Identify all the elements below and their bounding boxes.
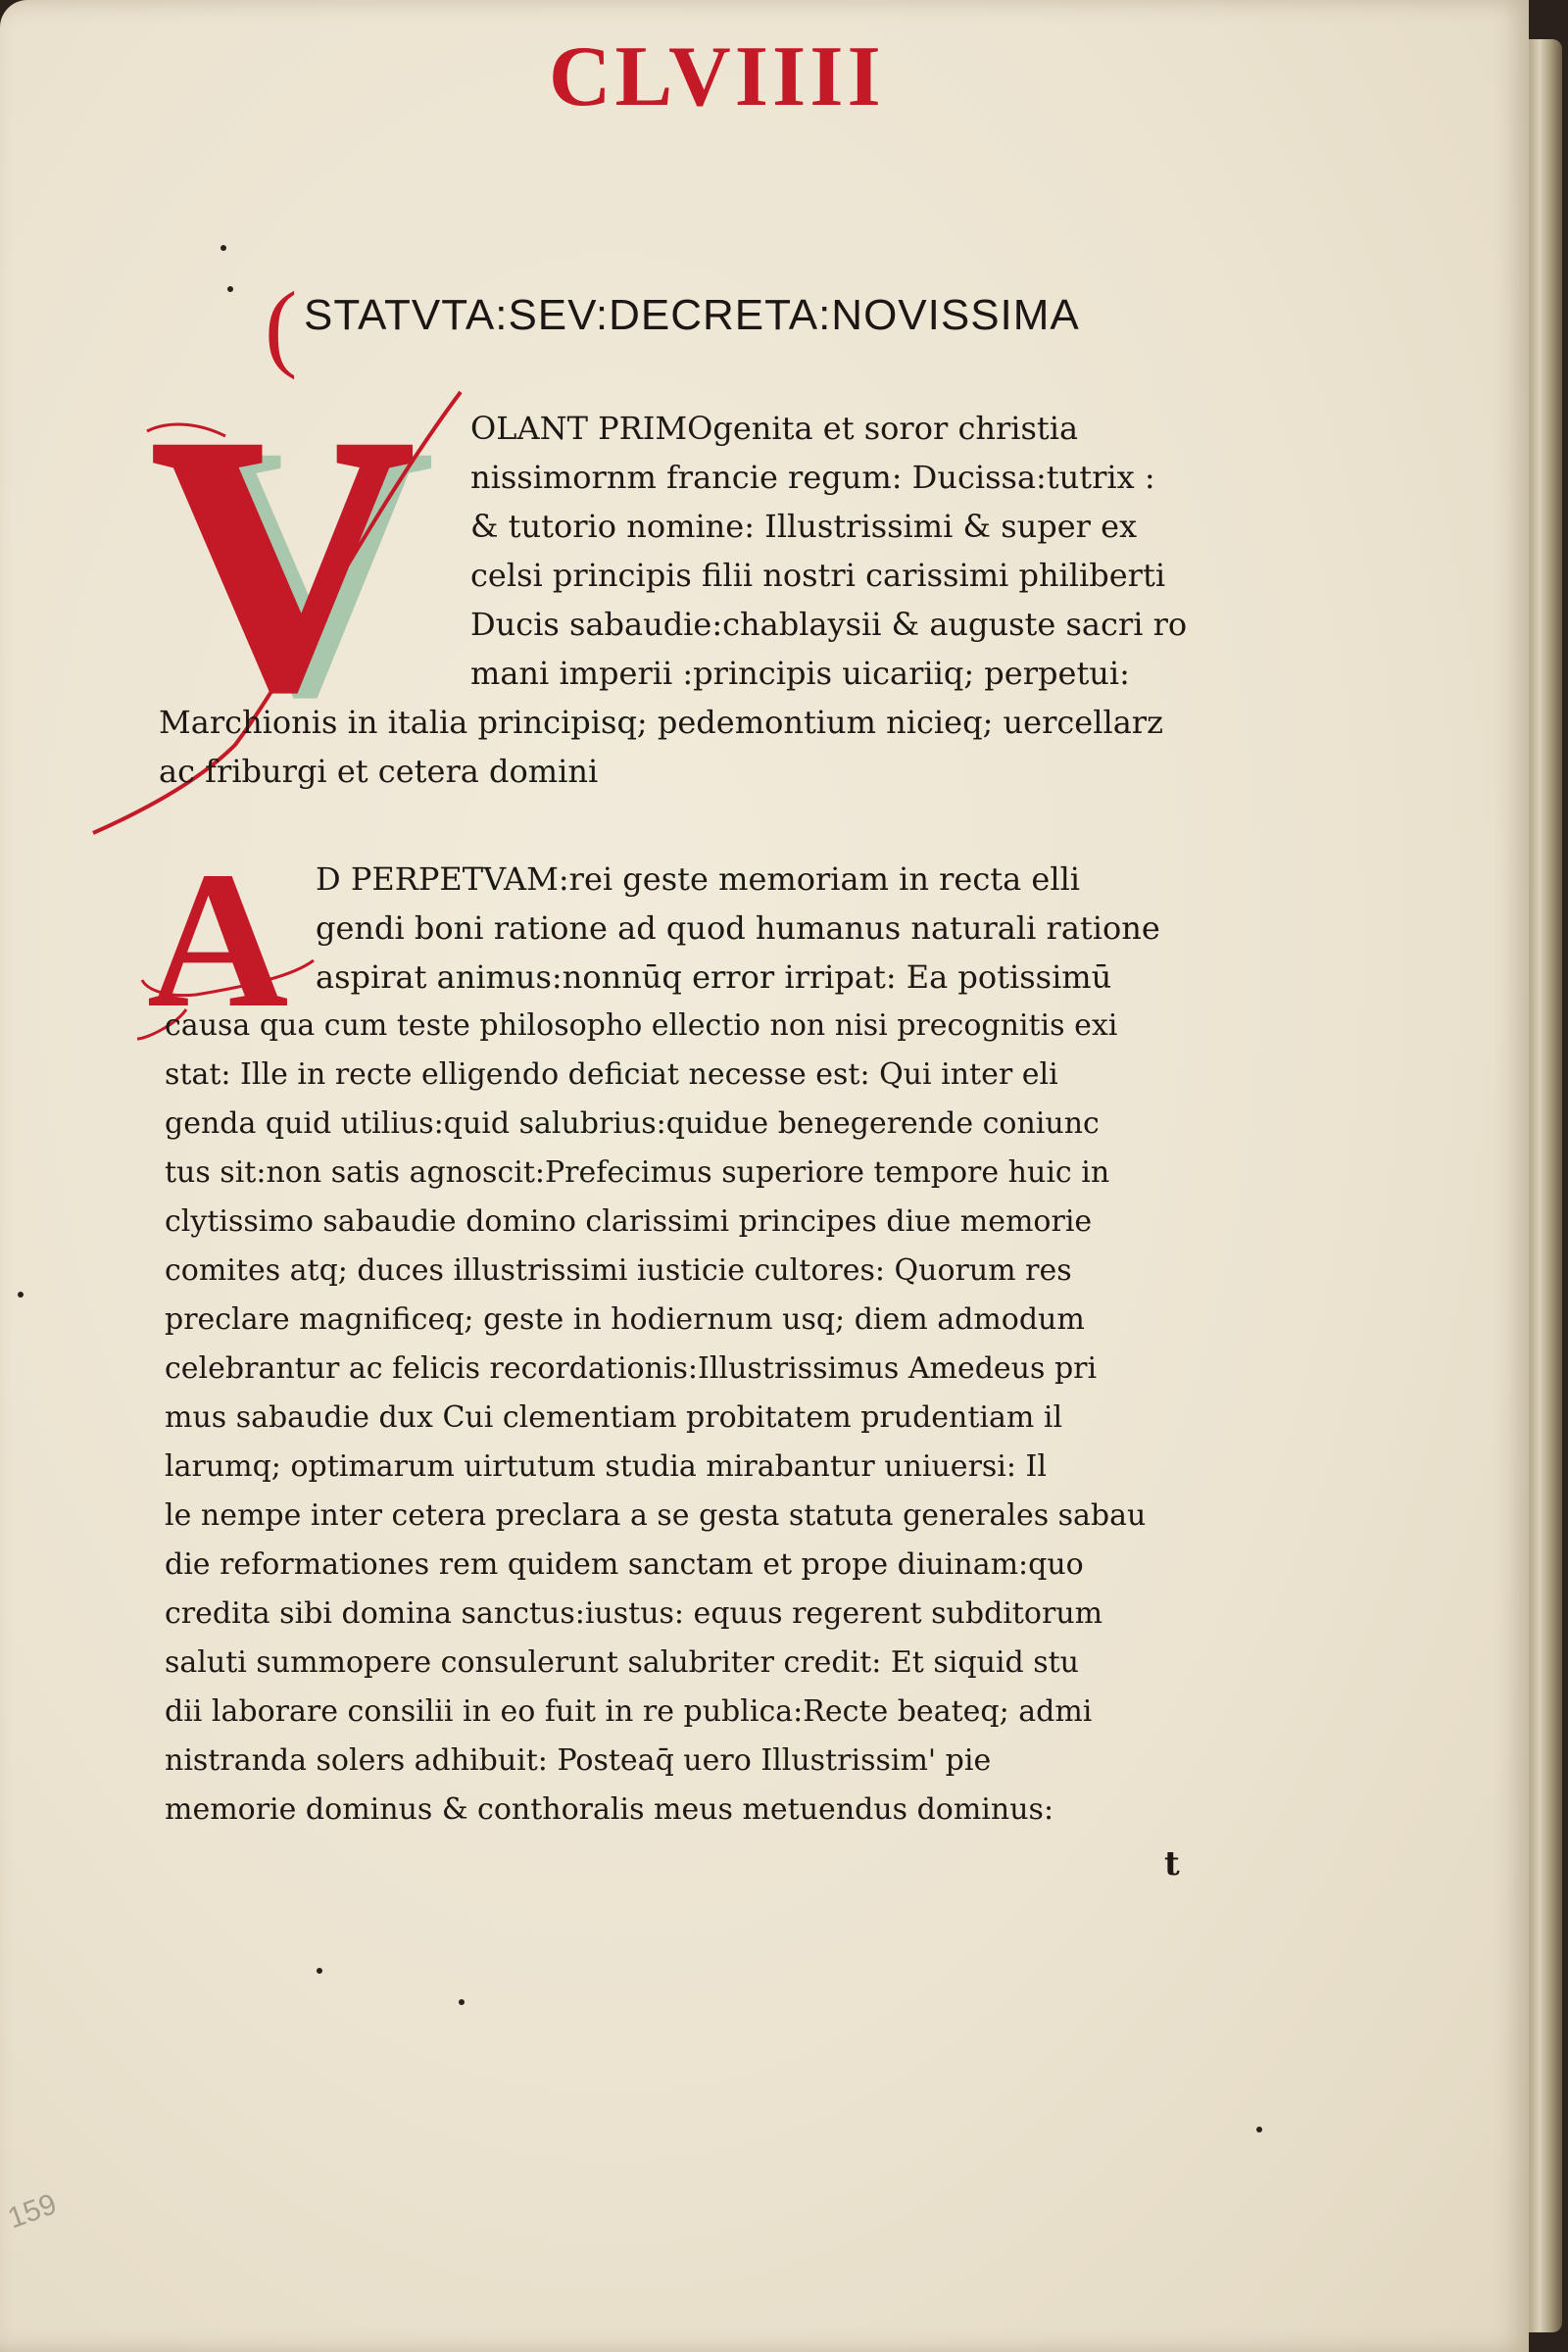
text-line: mus sabaudie dux Cui clementiam probitatem prudentiam il — [165, 1400, 1063, 1435]
text-line: OLANT PRIMOgenita et soror christia — [470, 410, 1079, 447]
text-line: dii laborare consilii in eo fuit in re publica:Recte beateq; admi — [165, 1694, 1093, 1729]
folio-number: CLVIIII — [549, 29, 885, 124]
pencil-margin-note: 159 — [3, 2187, 62, 2235]
text-line: aspirat animus:nonnūq error irripat: Ea potissimū — [316, 958, 1112, 996]
paragraph-2-indented — [316, 855, 1160, 1002]
text-line: le nempe inter cetera preclara a se gesta statuta generales sabau — [165, 1498, 1147, 1533]
heading-row — [211, 270, 1210, 380]
text-line: tus sit:non satis agnoscit:Prefecimus superiore tempore huic in — [165, 1155, 1110, 1190]
text-line: memorie dominus & conthoralis meus metuendus dominus: — [165, 1792, 1054, 1827]
text-line: comites atq; duces illustrissimi iusticie cultores: Quorum res — [165, 1253, 1072, 1288]
catchword: t — [1164, 1844, 1180, 1884]
ink-speck — [18, 1292, 24, 1298]
paragraph-mark-icon: ( — [265, 271, 298, 380]
text-line: die reformationes rem quidem sanctam et prope diuinam:quo — [165, 1547, 1084, 1582]
text-line: nistranda solers adhibuit: Posteaq̄ uero Illustrissim' pie — [165, 1743, 992, 1778]
text-line: & tutorio nomine: Illustrissimi & super ex — [470, 508, 1138, 545]
text-line: larumq; optimarum uirtutum studia mirabantur uniuersi: Il — [165, 1449, 1047, 1484]
text-line: preclare magnificeq; geste in hodiernum usq; diem admodum — [165, 1302, 1085, 1337]
text-line: gendi boni ratione ad quod humanus naturali ratione — [316, 909, 1160, 947]
text-line: nissimornm francie regum: Ducissa:tutrix : — [470, 459, 1155, 496]
paragraph-2 — [165, 1002, 1146, 1835]
ink-speck — [459, 1999, 465, 2005]
paragraph-1-continued — [159, 698, 1163, 796]
text-line: Marchionis in italia principisq; pedemontium nicieq; uercellarz — [159, 704, 1163, 741]
paragraph-1 — [470, 404, 1187, 698]
initial-a: A — [147, 832, 289, 1049]
initial-v: V — [152, 363, 415, 764]
text-line: ac friburgi et cetera domini — [159, 753, 599, 790]
text-line: genda quid utilius:quid salubrius:quidue benegerende coniunc — [165, 1106, 1100, 1141]
text-line: Ducis sabaudie:chablaysii & auguste sacri ro — [470, 606, 1188, 643]
text-line: celsi principis filii nostri carissimi philiberti — [470, 557, 1166, 594]
ink-speck — [317, 1968, 322, 1974]
text-line: credita sibi domina sanctus:iustus: equus regerent subditorum — [165, 1596, 1103, 1631]
ink-speck — [1256, 2127, 1262, 2132]
text-line: stat: Ille in recte elligendo deficiat necesse est: Qui inter eli — [165, 1057, 1058, 1092]
text-line: celebrantur ac felicis recordationis:Illustrissimus Amedeus pri — [165, 1351, 1098, 1386]
ink-speck — [220, 245, 226, 251]
text-line: mani imperii :principis uicariiq; perpetui: — [470, 655, 1130, 692]
text-line: D PERPETVAM:rei geste memoriam in recta elli — [316, 860, 1081, 898]
text-line: saluti summopere consulerunt salubriter credit: Et siquid stu — [165, 1645, 1080, 1680]
statute-heading: STATVTA:SEV:DECRETA:NOVISSIMA — [304, 291, 1080, 339]
ink-speck — [227, 286, 233, 292]
text-line: clytissimo sabaudie domino clarissimi principes diue memorie — [165, 1204, 1093, 1239]
text-line: causa qua cum teste philosopho ellectio non nisi precognitis exi — [165, 1008, 1118, 1043]
